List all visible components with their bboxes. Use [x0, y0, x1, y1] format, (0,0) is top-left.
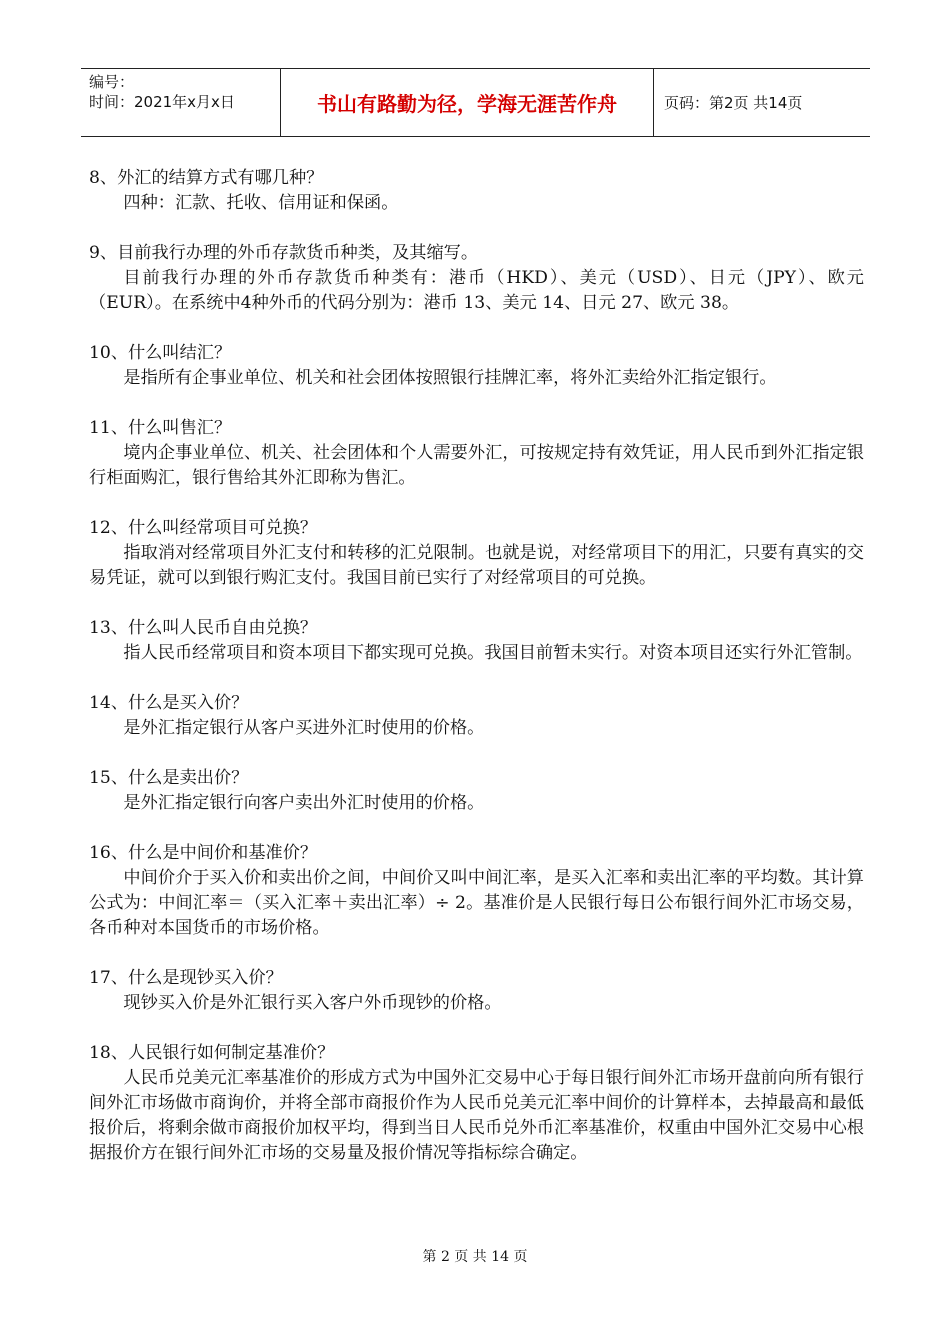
qa-item [89, 766, 864, 816]
header-page-code: 页码：第2页 共14页 [664, 94, 803, 112]
question: 16、什么是中间价和基准价？ [89, 843, 318, 863]
question: 15、什么是卖出价？ [89, 768, 249, 788]
page-header [81, 68, 870, 137]
qa-item [89, 166, 864, 216]
question: 14、什么是买入价？ [89, 693, 249, 713]
answer: 人民币兑美元汇率基准价的形成方式为中国外汇交易中心于每日银行间外汇市场开盘前向所有银行间外汇市场做市商询价，并将全部市商报价作为人民币兑美元汇率中间价的计算样本，去掉最高和最低报价后，将剩余做市商报价加权平均，得到当日人民币兑外币汇率基准价，权重由中国外汇交易中心根据报价方在银行间外汇市场的交易量及报价情况等指标综合确定。 [89, 1068, 864, 1163]
question: 9、目前我行办理的外币存款货币种类，及其缩写。 [89, 243, 479, 263]
qa-item [89, 241, 864, 316]
question: 17、什么是现钞买入价？ [89, 968, 283, 988]
answer: 中间价介于买入价和卖出价之间，中间价又叫中间汇率，是买入汇率和卖出汇率的平均数。其计算公式为：中间汇率＝（买入汇率＋卖出汇率）÷ 2。基准价是人民银行每日公布银行间外汇市场交易，各币种对本国货币的市场价格。 [89, 868, 864, 938]
qa-item [89, 516, 864, 591]
question: 12、什么叫经常项目可兑换？ [89, 518, 318, 538]
answer: 指取消对经常项目外汇支付和转移的汇兑限制。也就是说，对经常项目下的用汇，只要有真实的交易凭证，就可以到银行购汇支付。我国目前已实行了对经常项目的可兑换。 [89, 543, 864, 588]
qa-item [89, 691, 864, 741]
answer: 指人民币经常项目和资本项目下都实现可兑换。我国目前暂未实行。对资本项目还实行外汇管制。 [123, 643, 863, 663]
header-motto: 书山有路勤为径，学海无涯苦作舟 [281, 69, 654, 136]
qa-item [89, 841, 864, 941]
answer: 是外汇指定银行向客户卖出外汇时使用的价格。 [123, 793, 485, 813]
question: 18、人民银行如何制定基准价？ [89, 1043, 335, 1063]
answer: 四种：汇款、托收、信用证和保函。 [123, 193, 399, 213]
answer: 目前我行办理的外币存款货币种类有：港币（HKD）、美元（USD）、日元（JPY）、欧元（EUR）。在系统中4种外币的代码分别为：港币 13、美元 14、日元 27、欧元 38。 [89, 268, 864, 313]
answer: 现钞买入价是外汇银行买入客户外币现钞的价格。 [123, 993, 502, 1013]
qa-item [89, 341, 864, 391]
qa-item [89, 1041, 864, 1166]
question: 10、什么叫结汇？ [89, 343, 232, 363]
answer: 境内企事业单位、机关、社会团体和个人需要外汇，可按规定持有效凭证，用人民币到外汇指定银行柜面购汇，银行售给其外汇即称为售汇。 [89, 443, 864, 488]
answer: 是指所有企事业单位、机关和社会团体按照银行挂牌汇率，将外汇卖给外汇指定银行。 [123, 368, 777, 388]
qa-item [89, 416, 864, 491]
header-meta [81, 69, 281, 136]
question: 11、什么叫售汇？ [89, 418, 232, 438]
number-label: 编号： [89, 73, 135, 91]
qa-item [89, 966, 864, 1016]
time-line: 时间：2021年x月x日 [89, 93, 235, 111]
qa-item [89, 616, 864, 666]
document-body [89, 166, 864, 1191]
answer: 是外汇指定银行从客户买进外汇时使用的价格。 [123, 718, 485, 738]
question: 13、什么叫人民币自由兑换？ [89, 618, 318, 638]
question: 8、外汇的结算方式有哪几种？ [89, 168, 324, 188]
page-footer: 第 2 页 共 14 页 [422, 1249, 528, 1265]
